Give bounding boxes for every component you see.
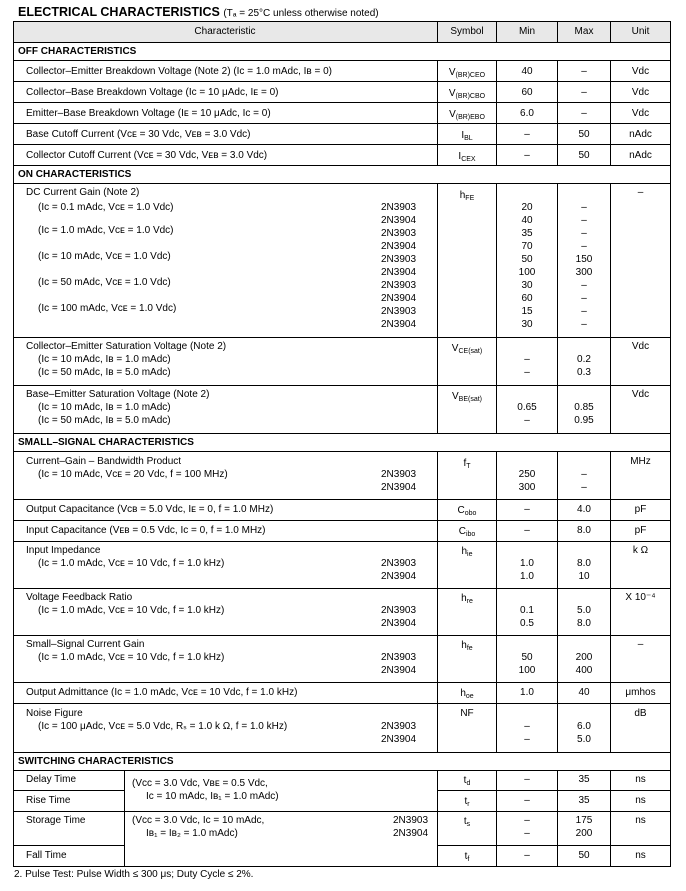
off-row-characteristic: Emitter–Base Breakdown Voltage (Iᴇ = 10 μAdc, Iᴄ = 0) [26,108,271,119]
off-row-characteristic: Base Cutoff Current (Vᴄᴇ = 30 Vdc, Vᴇʙ = 3.0 Vdc) [26,129,251,140]
dc-gain-min: 15 [521,306,533,317]
cibo-label: Input Capacitance (Vᴇʙ = 0.5 Vdc, Iᴄ = 0, f = 1.0 MHz) [26,525,266,536]
off-row-characteristic: Collector–Emitter Breakdown Voltage (Note 2) (Iᴄ = 1.0 mAdc, Iʙ = 0) [26,66,333,77]
delay-label: Delay Time [26,774,77,785]
hfe-symbol: $h_{fe}$ [461,640,473,652]
nf-min2: – [524,734,530,745]
hre-symbol: $h_{re}$ [461,593,473,605]
vce-sat-label: Collector–Emitter Saturation Voltage (Note 2) [26,341,227,352]
nf-cond: (Iᴄ = 100 μAdc, Vᴄᴇ = 5.0 Vdc, Rₛ = 1.0 k Ω, f = 1.0 kHz) [38,721,288,732]
dc-gain-max: – [581,280,587,291]
off-row-characteristic: Collector Cutoff Current (Vᴄᴇ = 30 Vdc, Vᴇʙ = 3.0 Vdc) [26,150,268,161]
dc-gain-label: DC Current Gain (Note 2) [26,187,140,198]
fall-label: Fall Time [26,850,67,861]
header-max: Max [574,26,594,37]
ft-min2: 300 [518,482,536,493]
off-row-symbol: $V_{(BR)CBO}$ [448,88,486,100]
hre-min1: 0.1 [520,605,534,616]
dc-gain-part: 2N3904 [381,319,417,330]
hre-unit: X 10⁻⁴ [625,592,656,603]
fall-min: – [524,850,530,861]
fall-symbol: $t_f$ [464,851,470,863]
off-row-min: 60 [521,87,533,98]
switch-part1: 2N3903 [393,815,429,826]
hfe-unit: – [637,639,644,650]
off-row-unit: Vdc [631,66,650,77]
dc-gain-part: 2N3903 [381,254,417,265]
storage-symbol: $t_s$ [463,816,471,828]
header-min: Min [518,26,536,37]
hoe-max: 40 [578,687,590,698]
off-row-unit: Vdc [631,108,650,119]
page-title [18,5,379,19]
vce-sat-max2: 0.3 [577,367,591,378]
hfe-part2: 2N3904 [381,665,417,676]
nf-min1: – [524,721,530,732]
ft-min1: 250 [518,469,536,480]
switch-cond2b: Iʙ₁ = Iʙ₂ = 1.0 mAdc) [146,828,238,839]
switch-cond1b: Iᴄ = 10 mAdc, Iʙ₁ = 1.0 mAdc) [146,791,279,802]
hre-max1: 5.0 [577,605,591,616]
dc-gain-min: 60 [521,293,533,304]
vbe-sat-max1: 0.85 [574,402,594,413]
hie-min2: 1.0 [520,571,534,582]
dc-gain-part: 2N3904 [381,267,417,278]
section-switching: SWITCHING CHARACTERISTICS [18,756,174,767]
dc-gain-min: 100 [518,267,536,278]
vbe-sat-max2: 0.95 [574,415,594,426]
vce-sat-unit: Vdc [631,341,650,352]
hoe-symbol: $h_{oe}$ [460,688,474,700]
dc-gain-min: 30 [521,280,533,291]
vbe-sat-label: Base–Emitter Saturation Voltage (Note 2) [26,389,210,400]
hfe-part1: 2N3903 [381,652,417,663]
vce-sat-min1: – [524,354,530,365]
cobo-max: 4.0 [577,504,591,515]
off-row-max: – [581,108,587,119]
hre-part2: 2N3904 [381,618,417,629]
dc-gain-part: 2N3903 [381,228,417,239]
off-row-max: – [581,66,587,77]
nf-label: Noise Figure [26,708,83,719]
hfe-min2: 100 [518,665,536,676]
dc-gain-part: 2N3904 [381,241,417,252]
vce-sat-cond2: (Iᴄ = 50 mAdc, Iʙ = 5.0 mAdc) [38,367,171,378]
nf-max1: 6.0 [577,721,591,732]
cibo-unit: pF [634,525,647,536]
dc-gain-min: 70 [521,241,533,252]
dc-gain-max: – [581,228,587,239]
delay-min: – [524,774,530,785]
dc-gain-min: 40 [521,215,533,226]
hie-max2: 10 [578,571,590,582]
dc-gain-part: 2N3903 [381,306,417,317]
hie-part2: 2N3904 [381,571,417,582]
dc-gain-max: – [581,293,587,304]
hfe-max1: 200 [575,652,593,663]
delay-max: 35 [578,774,590,785]
section-on: ON CHARACTERISTICS [18,169,132,180]
dc-gain-part: 2N3904 [381,215,417,226]
hoe-unit: μmhos [625,687,656,698]
dc-gain-min: 50 [521,254,533,265]
hie-symbol: $h_{ie}$ [461,546,473,558]
delay-symbol: $t_d$ [463,775,471,787]
vce-sat-max1: 0.2 [577,354,591,365]
storage-max1: 175 [575,815,593,826]
cobo-label: Output Capacitance (Vᴄʙ = 5.0 Vdc, Iᴇ = 0, f = 1.0 MHz) [26,504,274,515]
vce-sat-cond1: (Iᴄ = 10 mAdc, Iʙ = 1.0 mAdc) [38,354,171,365]
off-row-unit: nAdc [629,150,652,161]
dc-gain-condition: (Iᴄ = 0.1 mAdc, Vᴄᴇ = 1.0 Vdc) [38,202,174,213]
nf-part2: 2N3904 [381,734,417,745]
dc-gain-part: 2N3904 [381,293,417,304]
vce-sat-symbol: $V_{CE(sat)}$ [451,343,483,355]
cobo-unit: pF [634,504,647,515]
off-row-symbol: $V_{(BR)EBO}$ [449,109,485,121]
hfe-min1: 50 [521,652,533,663]
dc-gain-max: 300 [575,267,593,278]
hre-part1: 2N3903 [381,605,417,616]
cibo-max: 8.0 [577,525,591,536]
off-row-max: 50 [578,150,590,161]
off-row-symbol: $I_{CEX}$ [458,151,476,163]
dc-gain-max: 150 [575,254,593,265]
dc-gain-condition: (Iᴄ = 10 mAdc, Vᴄᴇ = 1.0 Vdc) [38,251,171,262]
dc-gain-condition: (Iᴄ = 1.0 mAdc, Vᴄᴇ = 1.0 Vdc) [38,225,174,236]
ft-label: Current–Gain – Bandwidth Product [26,456,182,467]
header-characteristic: Characteristic [194,26,256,37]
title-condition: (Tₐ = 25°C unless otherwise noted) [223,8,379,19]
ft-part1: 2N3903 [381,469,417,480]
cibo-symbol: $C_{ibo}$ [458,526,476,538]
nf-symbol: NF [460,708,474,719]
hfe-label: Small–Signal Current Gain [26,639,145,650]
hfe-cond: (Iᴄ = 1.0 mAdc, Vᴄᴇ = 10 Vdc, f = 1.0 kHz) [38,652,225,663]
dc-gain-symbol: $h_{FE}$ [459,190,475,202]
hre-label: Voltage Feedback Ratio [26,592,133,603]
hre-max2: 8.0 [577,618,591,629]
dc-gain-min: 35 [521,228,533,239]
dc-gain-part: 2N3903 [381,202,417,213]
storage-min1: – [524,815,530,826]
dc-gain-max: – [581,202,587,213]
vbe-sat-min1: 0.65 [517,402,537,413]
dc-gain-condition: (Iᴄ = 50 mAdc, Vᴄᴇ = 1.0 Vdc) [38,277,171,288]
dc-gain-min: 30 [521,319,533,330]
rise-label: Rise Time [26,795,71,806]
switch-cond1a: (Vᴄᴄ = 3.0 Vdc, Vʙᴇ = 0.5 Vdc, [132,778,268,789]
ft-part2: 2N3904 [381,482,417,493]
dc-gain-max: – [581,241,587,252]
section-small-signal: SMALL–SIGNAL CHARACTERISTICS [18,437,194,448]
ft-max1: – [581,469,587,480]
hie-part1: 2N3903 [381,558,417,569]
cibo-min: – [524,525,530,536]
rise-unit: ns [635,795,646,806]
ft-cond: (Iᴄ = 10 mAdc, Vᴄᴇ = 20 Vdc, f = 100 MHz) [38,469,228,480]
switch-part2: 2N3904 [393,828,429,839]
off-row-min: – [524,129,530,140]
off-row-max: – [581,87,587,98]
dc-gain-max: – [581,215,587,226]
hfe-max2: 400 [575,665,593,676]
header-symbol: Symbol [450,26,484,37]
hie-label: Input Impedance [26,545,101,556]
hie-max1: 8.0 [577,558,591,569]
off-row-unit: nAdc [629,129,652,140]
nf-max2: 5.0 [577,734,591,745]
ft-symbol: $f_T$ [463,458,471,470]
dc-gain-part: 2N3903 [381,280,417,291]
hie-unit: k Ω [632,545,649,556]
hre-cond: (Iᴄ = 1.0 mAdc, Vᴄᴇ = 10 Vdc, f = 1.0 kHz) [38,605,225,616]
dc-gain-unit: – [637,187,644,198]
hie-cond: (Iᴄ = 1.0 mAdc, Vᴄᴇ = 10 Vdc, f = 1.0 kHz) [38,558,225,569]
ft-unit: MHz [630,456,651,467]
section-off: OFF CHARACTERISTICS [18,46,137,57]
dc-gain-condition: (Iᴄ = 100 mAdc, Vᴄᴇ = 1.0 Vdc) [38,303,177,314]
hie-min1: 1.0 [520,558,534,569]
storage-max2: 200 [575,828,593,839]
off-row-max: 50 [578,129,590,140]
off-row-min: 6.0 [520,108,534,119]
hre-min2: 0.5 [520,618,534,629]
vbe-sat-symbol: $V_{BE(sat)}$ [451,391,482,403]
vbe-sat-cond1: (Iᴄ = 10 mAdc, Iʙ = 1.0 mAdc) [38,402,171,413]
vce-sat-min2: – [524,367,530,378]
dc-gain-min: 20 [521,202,533,213]
fall-unit: ns [635,850,646,861]
storage-label: Storage Time [26,815,86,826]
storage-min2: – [524,828,530,839]
rise-max: 35 [578,795,590,806]
switch-cond2a: (Vᴄᴄ = 3.0 Vdc, Iᴄ = 10 mAdc, [132,815,265,826]
rise-symbol: $t_r$ [464,796,470,808]
cobo-min: – [524,504,530,515]
title-main: ELECTRICAL CHARACTERISTICS [18,5,220,19]
hoe-label: Output Admittance (Iᴄ = 1.0 mAdc, Vᴄᴇ = 10 Vdc, f = 1.0 kHz) [26,687,298,698]
off-row-characteristic: Collector–Base Breakdown Voltage (Iᴄ = 10 μAdc, Iᴇ = 0) [26,87,279,98]
nf-part1: 2N3903 [381,721,417,732]
vbe-sat-min2: – [524,415,530,426]
rise-min: – [524,795,530,806]
off-row-min: 40 [521,66,533,77]
ft-max2: – [581,482,587,493]
hoe-min: 1.0 [520,687,534,698]
off-row-symbol: $V_{(BR)CEO}$ [448,67,486,79]
delay-unit: ns [635,774,646,785]
dc-gain-max: – [581,319,587,330]
off-row-unit: Vdc [631,87,650,98]
storage-unit: ns [635,815,646,826]
header-unit: Unit [631,26,650,37]
cobo-symbol: $C_{obo}$ [457,505,477,517]
off-row-symbol: $I_{BL}$ [461,130,473,142]
nf-unit: dB [634,708,647,719]
fall-max: 50 [578,850,590,861]
off-row-min: – [524,150,530,161]
dc-gain-max: – [581,306,587,317]
vbe-sat-cond2: (Iᴄ = 50 mAdc, Iʙ = 5.0 mAdc) [38,415,171,426]
footnote: 2. Pulse Test: Pulse Width ≤ 300 μs; Duty Cycle ≤ 2%. [14,869,254,880]
vbe-sat-unit: Vdc [631,389,650,400]
